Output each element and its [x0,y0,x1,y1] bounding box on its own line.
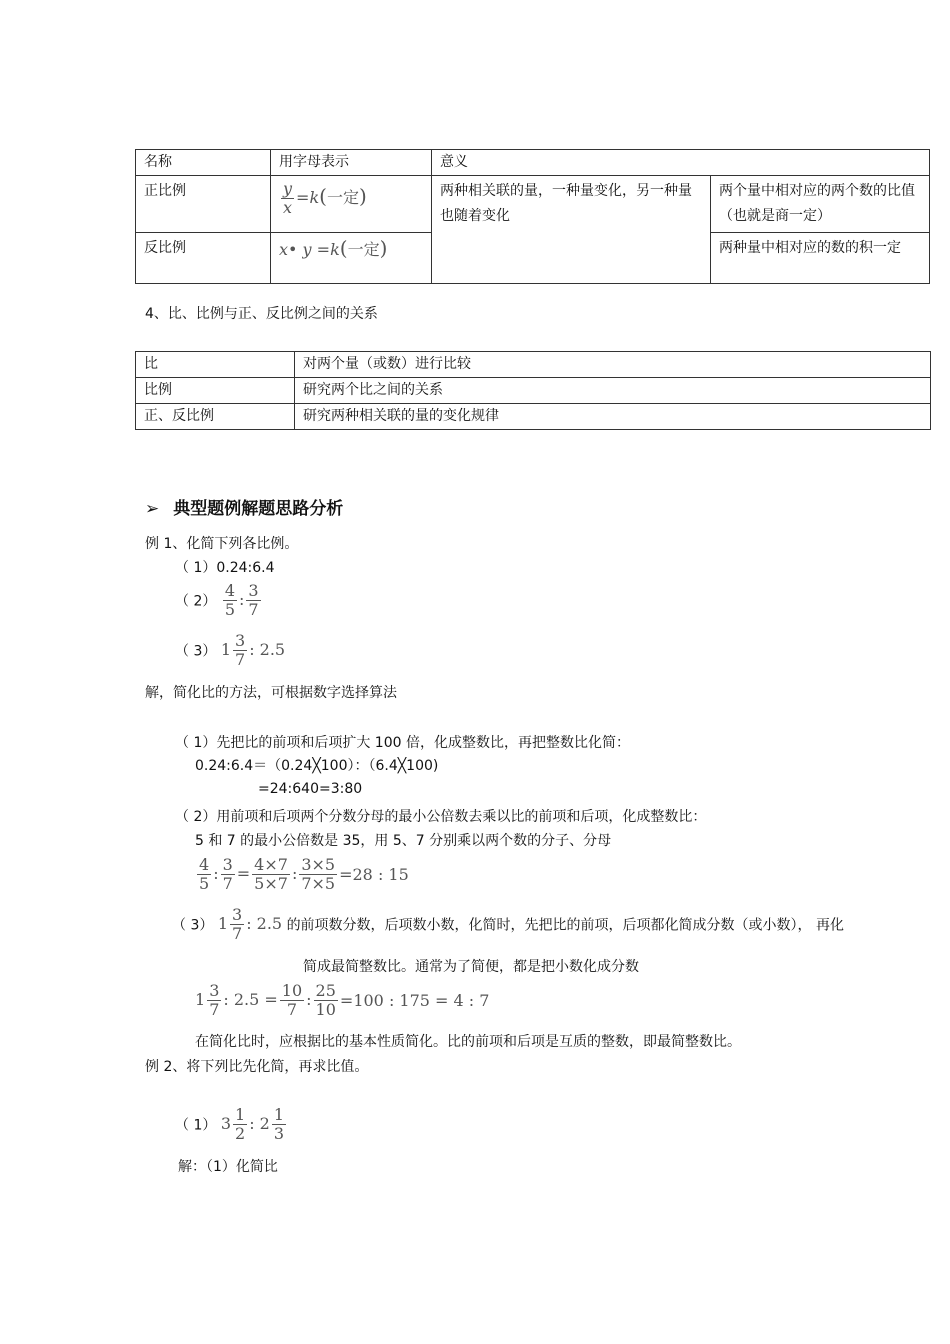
proportion-table [135,149,930,284]
arrow-bullet-icon: ➢ [145,499,160,519]
meaning-shared: 两种相关联的量，一种量变化，另一种量也随着变化 [432,176,711,284]
formula-inverse: x• y =k(一定) [271,233,432,284]
formula-inverse-note: 一定 [347,240,380,259]
solution3-cont: 简成最简整数比。通常为了简便，都是把小数化成分数 [303,959,639,975]
example2-q1: （ 1） 3 $\frac{1}{2}$ : 2 $\frac{1}{3}$ [175,1105,285,1143]
header-name: 名称 [136,150,271,176]
row-direct-name: 正比例 [136,176,271,233]
row-inverse-meaning: 两种量中相对应的数的积一定 [711,233,930,284]
solution2-formula: $\frac{4}{5}$ : $\frac{3}{7}$ = $\frac{4\times 7}{5\times 7}$ : $\frac{3\times 5}{7\times 5}$ =28 : 15 [199,855,409,893]
formula-direct: $\frac{y}{x}$ =k(一定) [271,176,432,233]
formula-direct-den: x [283,198,293,217]
relation-name-1: 比 [136,352,295,378]
solution2-text: （ 2）用前项和后项两个分数分母的最小公倍数去乘以比的前项和后项，化成整数比： [175,809,707,825]
solution3-formula: 1 $\frac{3}{7}$ : 2.5 = $\frac{10}{7}$ : $\frac{25}{10}$ =100 : 175 = 4 : 7 [195,981,490,1019]
section-heading [145,494,343,519]
header-meaning: 意义 [432,150,930,176]
ratio-relation-table [135,351,931,430]
relation-desc-1: 对两个量（或数）进行比较 [295,352,931,378]
solution1-line1: 0.24:6.4＝（0.24╳100）：（6.4╳100) [195,758,439,774]
section4-title: 4、比、比例与正、反比例之间的关系 [145,306,378,322]
solution1-line2: =24:640=3:80 [258,781,363,797]
formula-direct-num: y [283,179,293,198]
solution2-line1: 5 和 7 的最小公倍数是 35，用 5、7 分别乘以两个数的分子、分母 [195,833,612,849]
solution3-line: （ 3） 1 $\frac{3}{7}$ : 2.5 的前项数分数，后项数小数，化简时，先把比的前项，后项都化简成分数（或小数）， 再化 [172,905,845,943]
formula-direct-rhs: =k [296,188,320,207]
row-inverse-name: 反比例 [136,233,271,284]
formula-inverse-lhs: x• y =k [279,240,340,259]
example2-solution: 解：（1）化简比 [178,1159,278,1175]
example1-q1: （ 1）0.24:6.4 [175,560,275,576]
relation-name-2: 比例 [136,378,295,404]
solution-intro: 解，简化比的方法，可根据数字选择算法 [145,685,397,701]
example1-q3: （ 3） 1 $\frac{3}{7}$ : 2.5 [175,631,286,669]
example2-title: 例 2、将下列比先化简，再求比值。 [145,1059,369,1075]
header-formula: 用字母表示 [271,150,432,176]
relation-desc-3: 研究两种相关联的量的变化规律 [295,404,931,430]
relation-desc-2: 研究两个比之间的关系 [295,378,931,404]
solution1-text: （ 1）先把比的前项和后项扩大 100 倍，化成整数比，再把整数比化简： [175,735,630,751]
heading-text: 典型题例解题思路分析 [173,499,344,519]
formula-direct-note: 一定 [326,188,359,207]
row-direct-meaning: 两个量中相对应的两个数的比值（也就是商一定） [711,176,930,233]
relation-name-3: 正、反比例 [136,404,295,430]
example1-q2: （ 2） $\frac{4}{5}$ : $\frac{3}{7}$ [175,581,259,619]
example1-title: 例 1、化简下列各比例。 [145,536,299,552]
conclusion-text: 在简化比时，应根据比的基本性质简化。比的前项和后项是互质的整数，即最简整数比。 [195,1034,741,1050]
